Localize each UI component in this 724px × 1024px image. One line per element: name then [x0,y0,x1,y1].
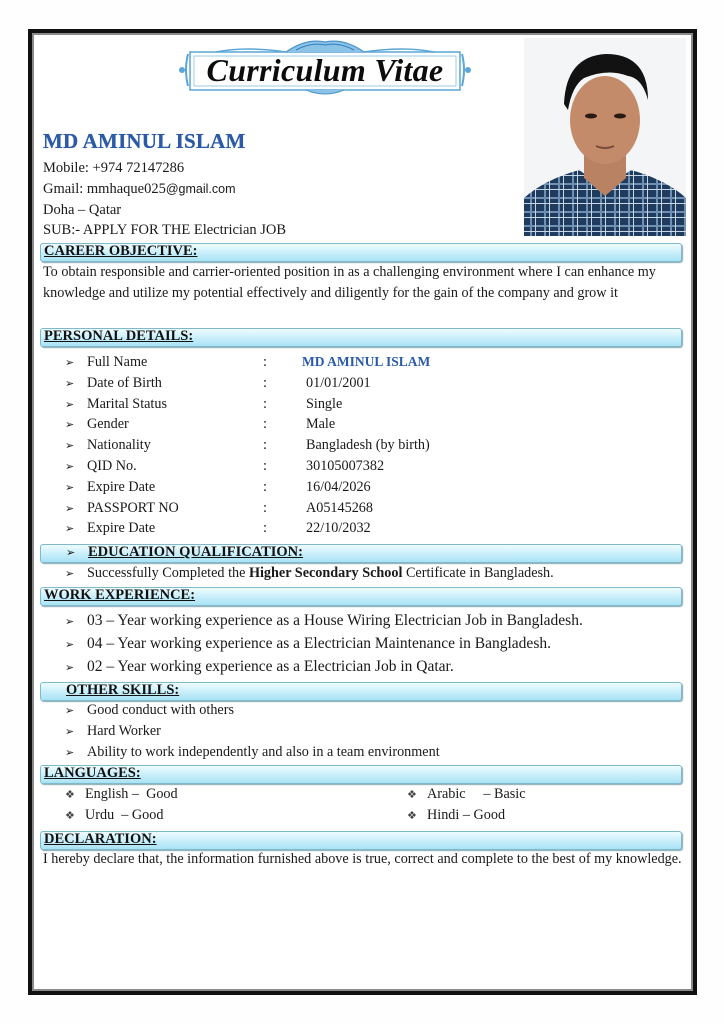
arrow-bullet-icon: ➢ [66,546,76,559]
detail-colon: : [263,416,267,433]
arrow-bullet-icon: ➢ [65,439,75,453]
language-text: Hindi – Good [427,807,506,823]
work-experience-heading: WORK EXPERIENCE: [44,587,196,603]
detail-colon: : [263,354,267,370]
work-experience-item [65,658,454,676]
detail-colon: : [263,437,267,454]
diamond-bullet-icon: ❖ [407,809,417,822]
subject-line: SUB:- APPLY FOR THE Electrician JOB [43,222,287,238]
diamond-bullet-icon: ❖ [65,809,75,822]
detail-value: MD AMINUL ISLAM [302,354,431,369]
arrow-bullet-icon: ➢ [65,356,75,369]
detail-colon: : [263,458,267,474]
detail-label: Date of Birth [87,374,162,391]
education-heading: EDUCATION QUALIFICATION: [88,544,303,560]
declaration-text: I hereby declare that, the information furnished above is true, correct and complete to the best of my knowledge. [43,851,682,867]
language-item [407,786,526,803]
detail-value: 16/04/2026 [306,478,371,495]
location: Doha – Qatar [43,202,122,218]
language-item [65,807,163,824]
detail-colon: : [263,499,267,516]
personal-detail-row [65,458,665,478]
person-photo-icon [524,38,686,236]
language-text: Urdu – Good [85,807,164,823]
mobile-number: Mobile: +974 72147286 [43,160,185,176]
work-experience-text: 03 – Year working experience as a House Wiring Electrician Job in Bangladesh. [87,612,583,629]
cv-title: Curriculum Vitae [206,52,444,88]
detail-value: Single [306,395,343,412]
detail-value: Male [306,416,336,433]
arrow-bullet-icon: ➢ [65,460,75,473]
languages-heading: LANGUAGES: [44,765,141,781]
detail-colon: : [263,478,267,495]
language-item [65,786,178,803]
section-bar-work-experience [40,587,682,606]
education-item-post: Certificate in Bangladesh. [402,565,554,581]
education-item-bold: Higher Secondary School [248,565,403,581]
language-text: English – Good [85,786,178,802]
section-bar-career-objective [40,243,682,262]
detail-value: 30105007382 [306,458,385,474]
detail-colon: : [263,374,267,391]
language-item [407,807,505,824]
diamond-bullet-icon: ❖ [65,788,75,801]
skill-text: Good conduct with others [87,702,234,718]
arrow-bullet-icon: ➢ [65,397,75,411]
arrow-bullet-icon: ➢ [65,418,75,432]
arrow-bullet-icon: ➢ [65,661,75,674]
detail-value: Bangladesh (by birth) [306,437,430,454]
section-bar-declaration [40,831,682,850]
candidate-name: MD AMINUL ISLAM [43,129,246,153]
skill-item [65,744,440,761]
education-item [65,565,554,582]
work-experience-text: 02 – Year working experience as a Electrician Job in Qatar. [87,658,454,675]
personal-detail-row [65,500,665,520]
diamond-bullet-icon: ❖ [407,788,417,801]
detail-label: Gender [87,416,129,433]
arrow-bullet-icon: ➢ [65,746,75,759]
detail-colon: : [263,395,267,412]
email-line [43,179,235,199]
skill-text: Hard Worker [87,723,161,739]
personal-detail-row [65,479,665,499]
section-bar-education [40,544,682,563]
arrow-bullet-icon: ➢ [65,567,75,580]
arrow-bullet-icon: ➢ [65,480,75,494]
personal-details-heading: PERSONAL DETAILS: [44,328,194,344]
arrow-bullet-icon: ➢ [65,501,75,515]
detail-label: Full Name [87,354,148,370]
arrow-bullet-icon: ➢ [65,638,75,651]
skill-item [65,723,161,740]
language-text: Arabic – Basic [427,786,526,802]
detail-label: PASSPORT NO [87,499,179,516]
arrow-bullet-icon: ➢ [65,725,75,738]
other-skills-heading: OTHER SKILLS: [66,682,180,698]
profile-photo [524,38,686,236]
detail-label: Expire Date [87,478,156,495]
arrow-bullet-icon: ➢ [65,615,75,628]
section-bar-personal-details [40,328,682,347]
detail-label: QID No. [87,458,137,474]
email-domain: @gmail.com [165,182,236,196]
email-user: Gmail: mmhaque025 [43,181,166,197]
personal-detail-row [65,396,665,416]
section-bar-languages [40,765,682,784]
personal-detail-row [65,375,665,395]
work-experience-item [65,635,551,653]
declaration-heading: DECLARATION: [44,831,157,847]
detail-label: Expire Date [87,520,156,537]
education-heading-wrap [66,544,303,561]
personal-detail-row [65,354,665,374]
detail-colon: : [263,520,267,537]
detail-label: Marital Status [87,395,167,412]
arrow-bullet-icon: ➢ [65,704,75,717]
detail-label: Nationality [87,437,151,454]
skill-item [65,702,234,719]
detail-value: 22/10/2032 [306,520,371,537]
detail-value: A05145268 [306,499,373,516]
education-item-pre: Successfully Completed the [87,565,249,581]
personal-detail-row [65,437,665,457]
personal-detail-row [65,416,665,436]
work-experience-text: 04 – Year working experience as a Electrician Maintenance in Bangladesh. [87,635,551,652]
career-objective-text: To obtain responsible and carrier-oriented position in as a challenging environment where I can enhance my knowledge and utilize my potential effectively and diligently for the gain of the company and grow it [43,264,656,301]
skill-text: Ability to work independently and also in a team environment [87,744,440,760]
title-banner [176,38,474,102]
detail-value: 01/01/2001 [306,374,371,391]
personal-detail-row [65,520,665,540]
section-bar-other-skills [40,682,682,701]
work-experience-item [65,612,583,630]
career-objective-heading: CAREER OBJECTIVE: [44,243,198,259]
arrow-bullet-icon: ➢ [65,522,75,536]
arrow-bullet-icon: ➢ [65,376,75,390]
